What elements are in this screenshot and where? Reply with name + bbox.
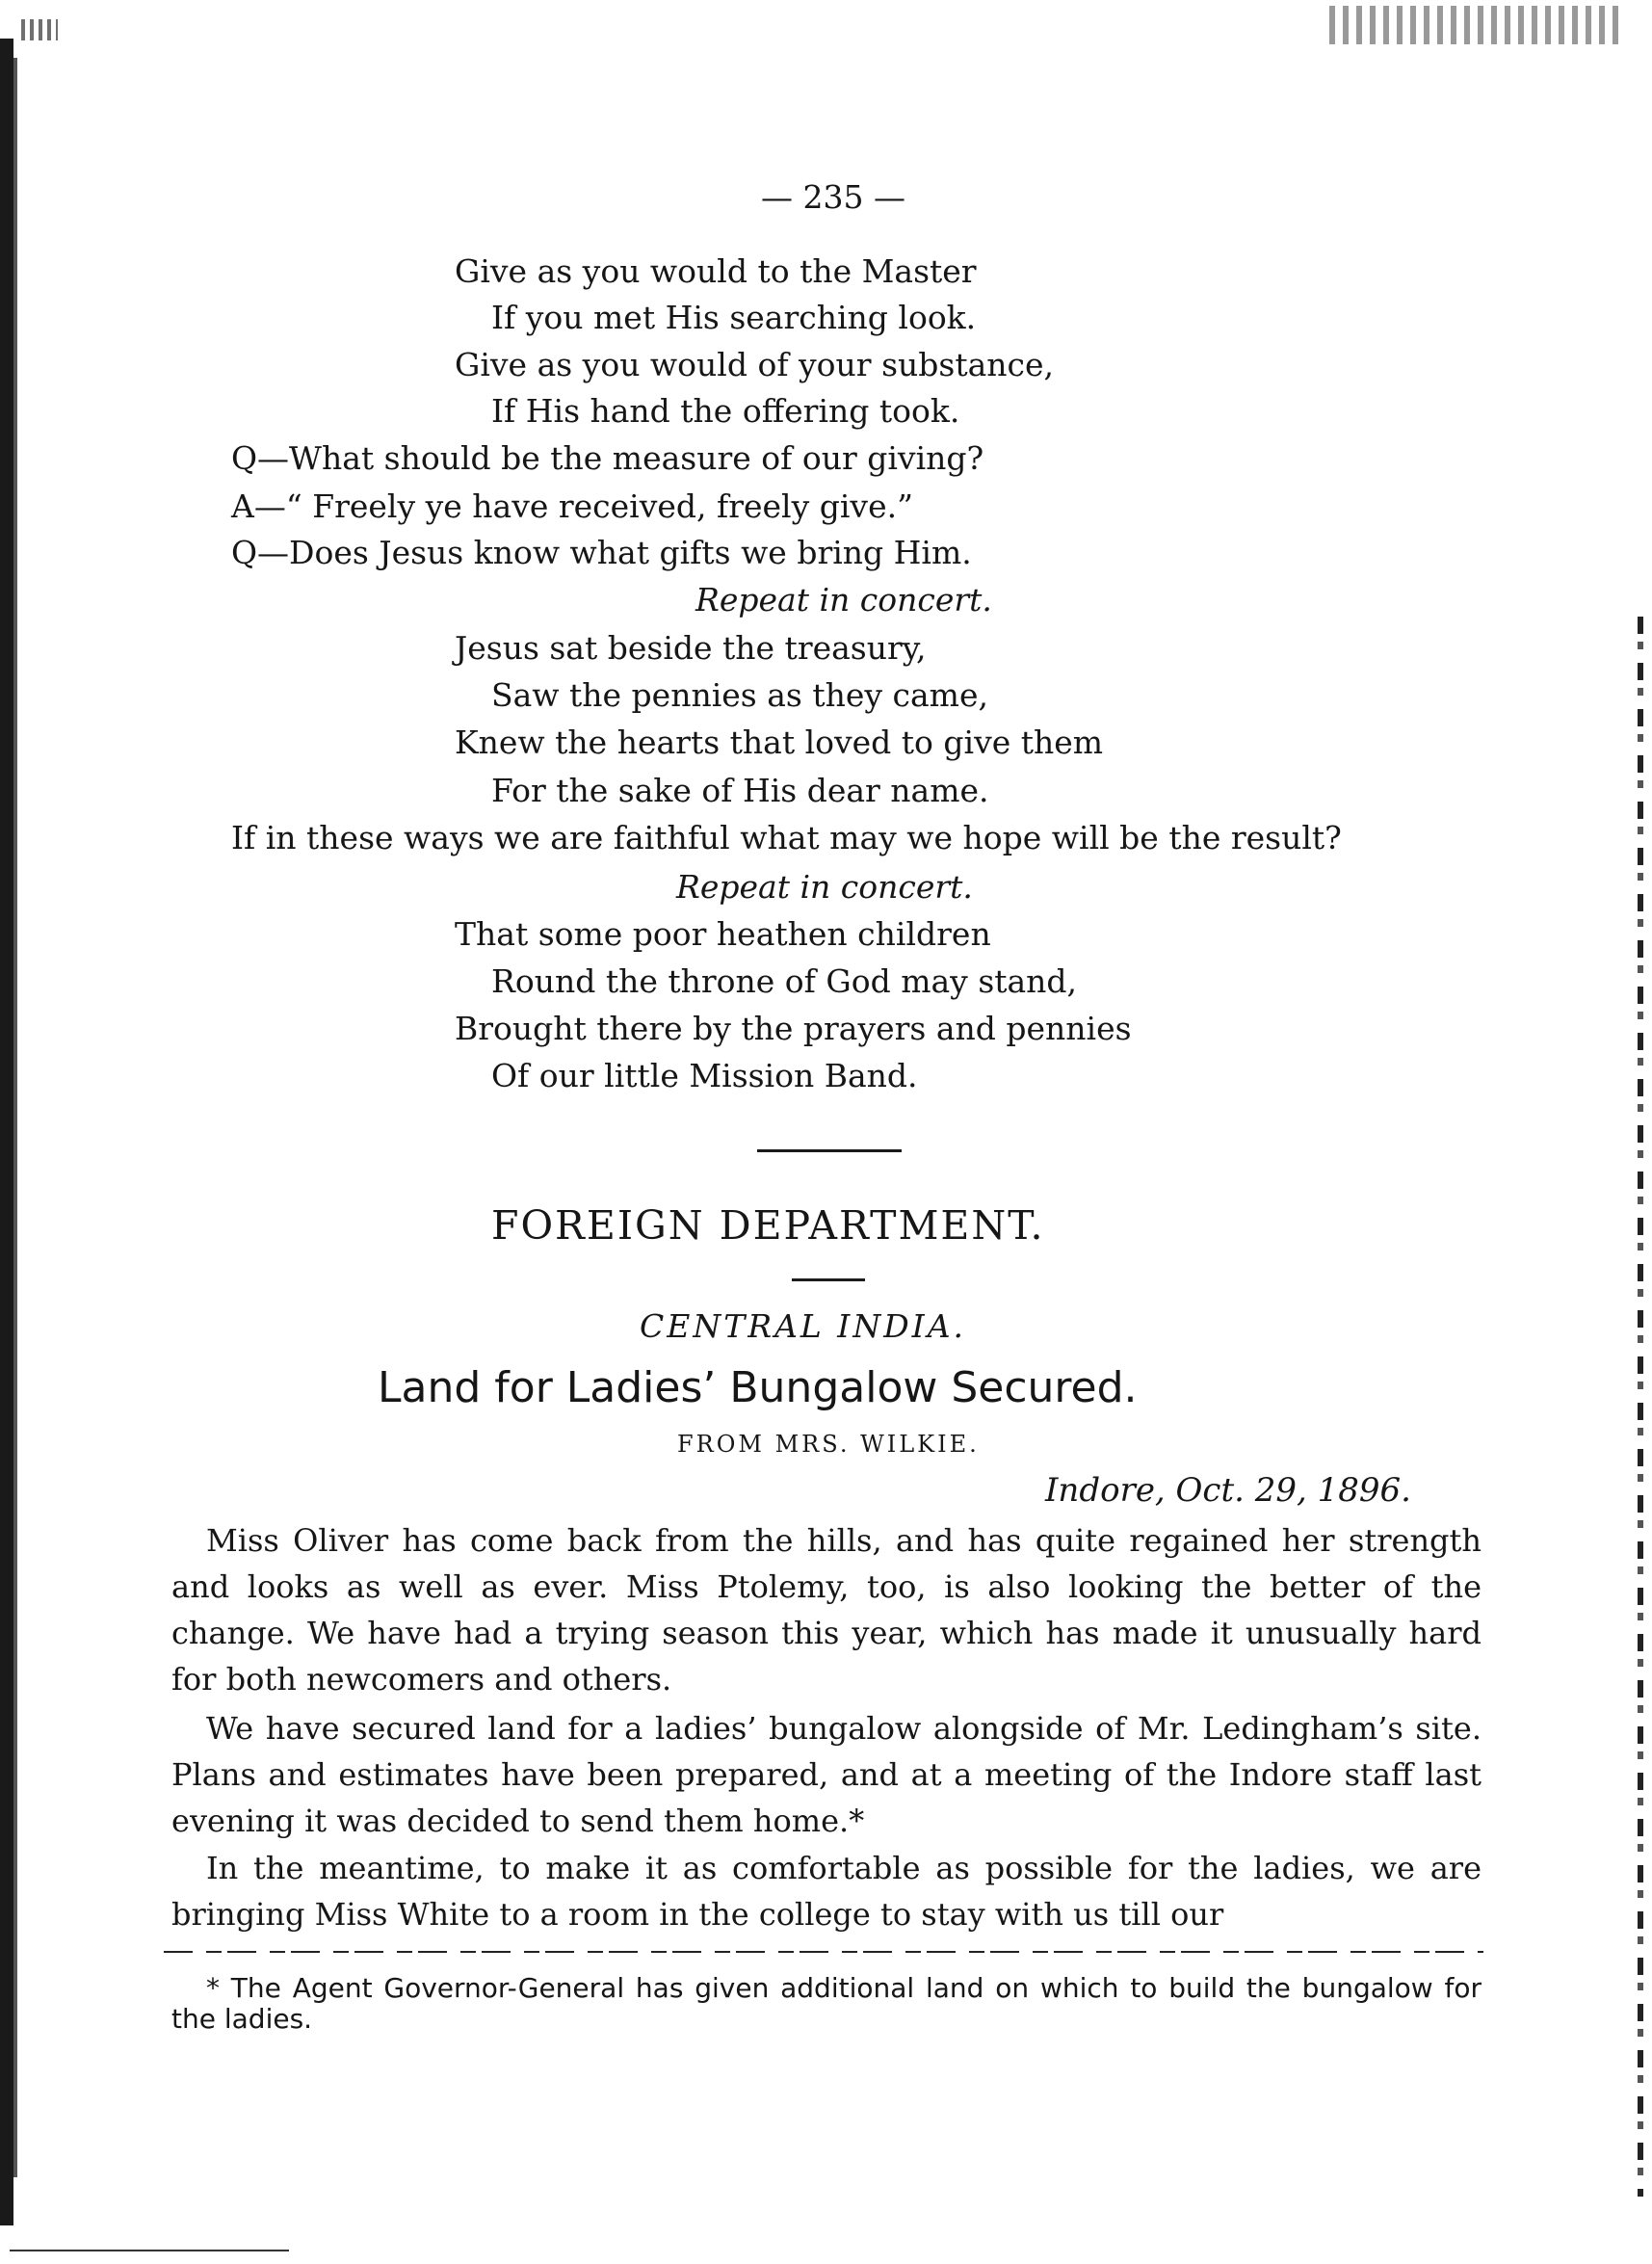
scan-top-noise <box>1329 6 1618 44</box>
poem-line: If His hand the offering took. <box>491 392 960 430</box>
poem-line: Give as you would to the Master <box>455 252 977 290</box>
poem-line: Jesus sat beside the treasury, <box>455 629 927 667</box>
catechism-question: If in these ways we are faithful what may we hope will be the result? <box>231 819 1342 856</box>
article-dateline: Indore, Oct. 29, 1896. <box>1045 1471 1411 1510</box>
catechism-question: Q—Does Jesus know what gifts we bring Him. <box>231 534 972 571</box>
catechism-answer: A—“ Freely ye have received, freely give.” <box>231 487 913 525</box>
poem-line: Saw the pennies as they came, <box>491 676 988 714</box>
poem-line: That some poor heathen children <box>455 915 991 953</box>
poem-line: For the sake of His dear name. <box>491 772 989 809</box>
body-paragraph: We have secured land for a ladies’ bungalow alongside of Mr. Ledingham’s site. Plans and estimates have been prepared, and at a meeting of the Indore staff last evening it was decided to send them home.* <box>171 1710 1482 1839</box>
poem-line: Of our little Mission Band. <box>491 1057 918 1094</box>
body-paragraph: Miss Oliver has come back from the hills, and has quite regained her strength and looks as well as ever. Miss Ptolemy, too, is also looking the better of the change. We have had a trying season this year, which has made it unusually hard for both newcomers and others. <box>171 1522 1482 1698</box>
footnote: * The Agent Governor-General has given additional land on which to build the bungalow for the ladies. <box>171 1972 1482 2035</box>
scan-corner-noise <box>21 19 58 40</box>
body-paragraph: In the meantime, to make it as comfortable as possible for the ladies, we are bringing Miss White to a room in the college to stay with us till our <box>171 1850 1482 1933</box>
region-heading: CENTRAL INDIA. <box>640 1307 967 1345</box>
heading-divider <box>792 1278 865 1281</box>
scan-right-edge-noise <box>1638 617 1643 2197</box>
footnote-rule <box>164 1951 1483 1953</box>
scan-binding-shadow <box>13 58 17 2177</box>
poem-line: Round the throne of God may stand, <box>491 962 1078 1000</box>
poem-line: Give as you would of your substance, <box>455 346 1055 383</box>
article-byline: FROM MRS. WILKIE. <box>677 1431 980 1458</box>
poem-line: Knew the hearts that loved to give them <box>455 724 1104 761</box>
scan-bottom-edge <box>10 2250 289 2251</box>
poem-line: If you met His searching look. <box>491 299 977 336</box>
section-divider <box>757 1149 902 1152</box>
page-number: — 235 — <box>761 178 905 216</box>
stage-direction: Repeat in concert. <box>695 581 992 619</box>
poem-line: Brought there by the prayers and pennies <box>455 1010 1132 1047</box>
stage-direction: Repeat in concert. <box>676 868 973 906</box>
scan-binding-edge <box>0 39 13 2225</box>
catechism-question: Q—What should be the measure of our giving? <box>231 439 984 477</box>
department-heading: FOREIGN DEPARTMENT. <box>491 1202 1045 1249</box>
article-title: Land for Ladies’ Bungalow Secured. <box>378 1363 1138 1412</box>
